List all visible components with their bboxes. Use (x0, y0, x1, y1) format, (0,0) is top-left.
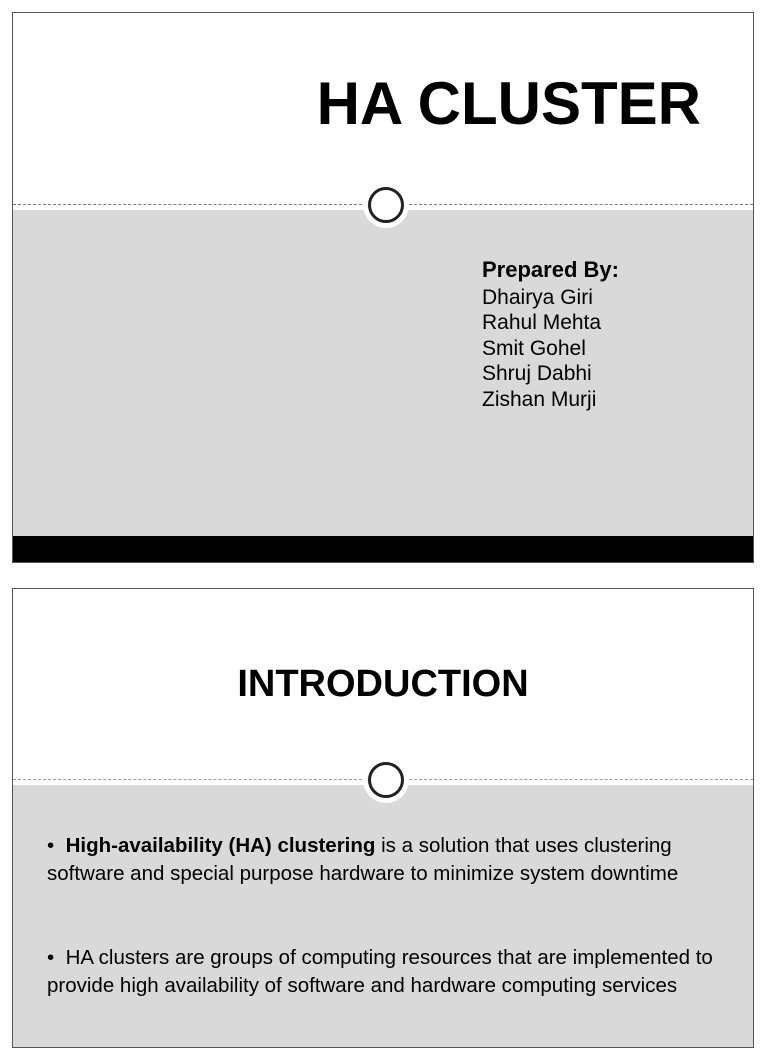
divider-circle-icon (368, 187, 404, 223)
bullet-bold-term: High-availability (HA) clustering (65, 834, 376, 857)
author-name: Zishan Murji (482, 387, 597, 411)
bullet-item (47, 944, 737, 1000)
footer-bar (13, 536, 753, 562)
author-name: Dhairya Giri (482, 285, 593, 309)
author-name: Smit Gohel (482, 336, 586, 360)
bullet-item (47, 832, 737, 888)
slide-introduction (12, 588, 754, 1048)
author-name: Rahul Mehta (482, 311, 602, 334)
prepared-by-block (482, 257, 619, 412)
page-title: HA CLUSTER (316, 70, 701, 137)
slide-title (12, 12, 754, 563)
prepared-by-heading: Prepared By: (482, 257, 619, 282)
slide-title-text: INTRODUCTION (237, 663, 529, 705)
author-name: Shruj Dabhi (482, 362, 592, 385)
bullet-list (47, 832, 737, 1000)
bullet-text: is a solution that uses clustering software and special purpose hardware to minimize system downtime (47, 834, 679, 885)
divider-circle-icon (368, 762, 404, 798)
bullet-marker: • (47, 834, 55, 857)
bullet-marker: • (47, 946, 55, 969)
slide-body (13, 210, 753, 562)
bullet-text: HA clusters are groups of computing resources that are implemented to provide high availability of software and hardware computing services (47, 946, 713, 997)
